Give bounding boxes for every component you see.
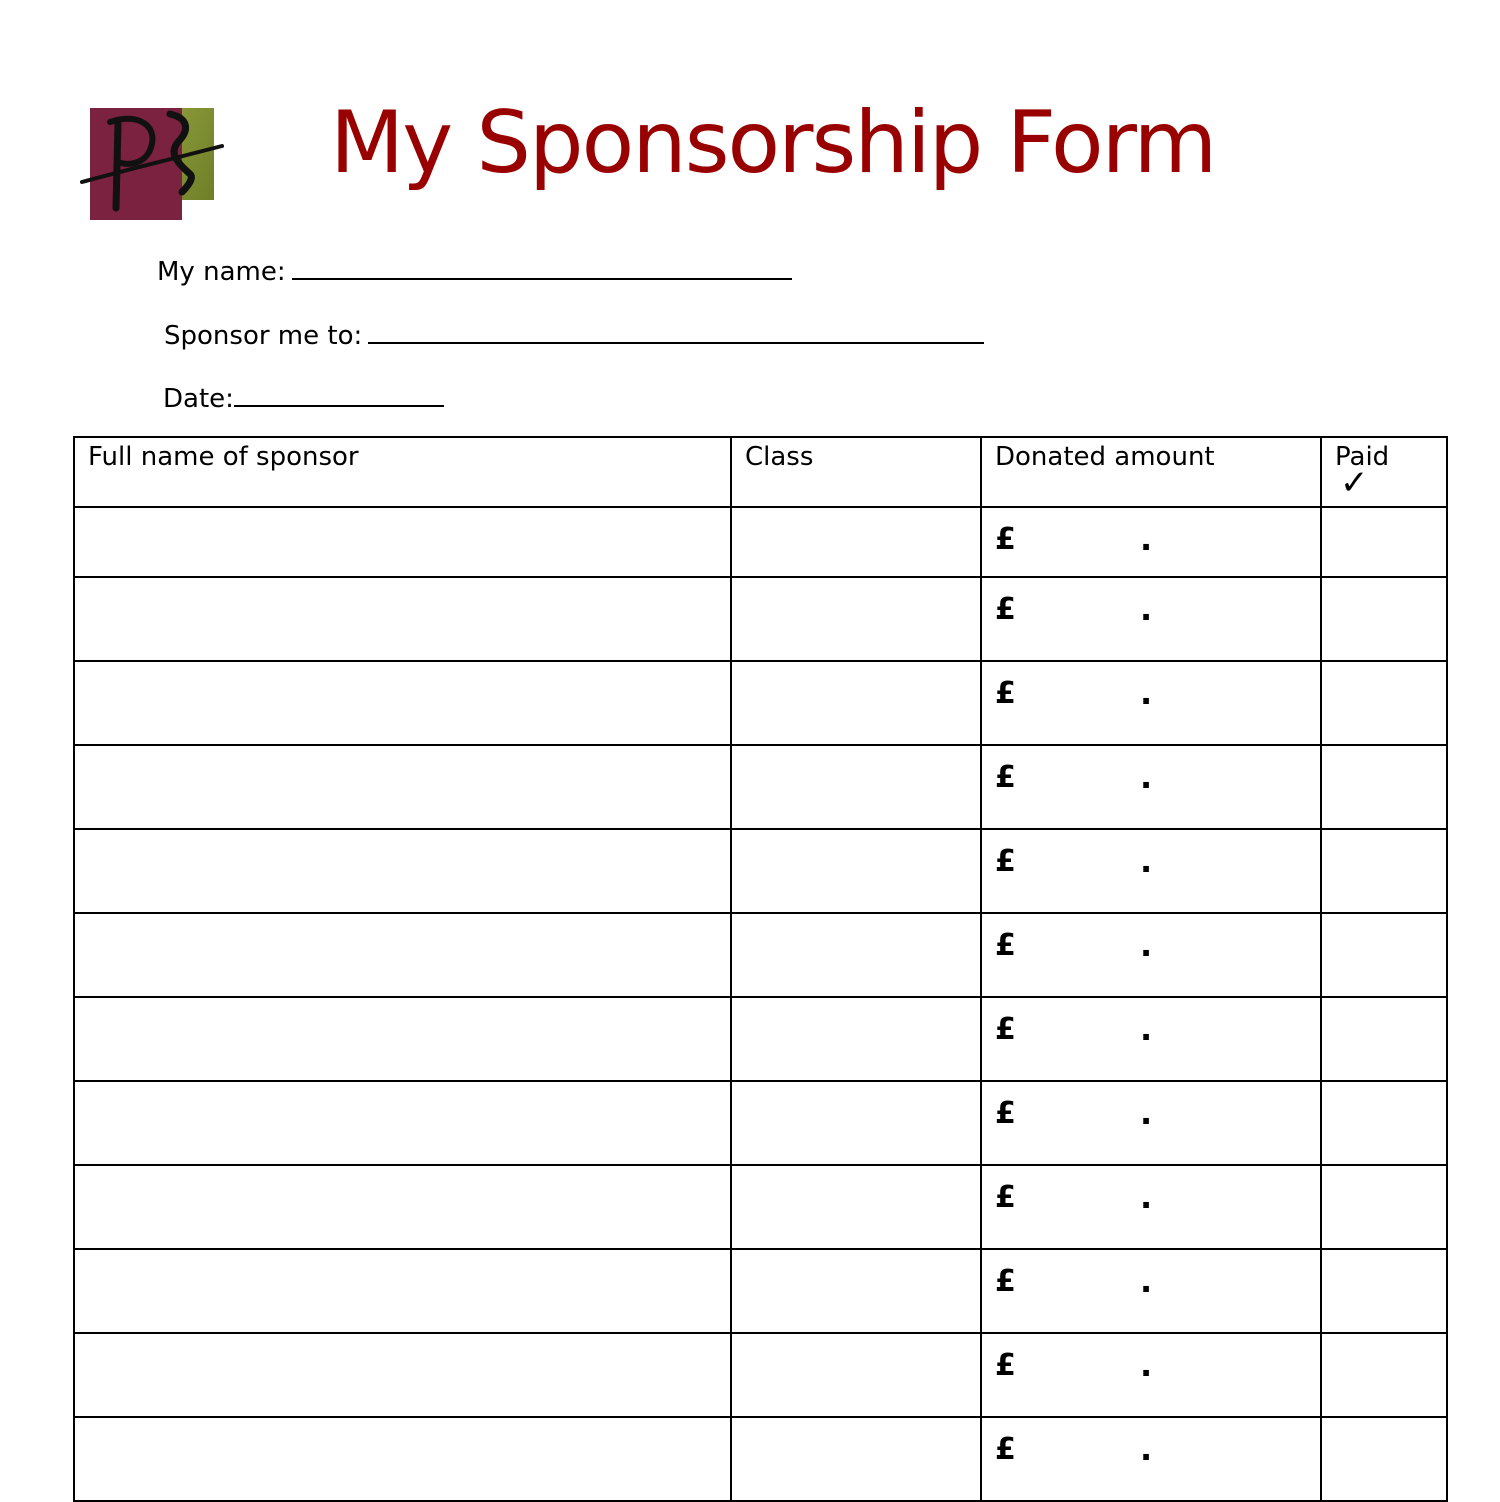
pound-sign: £ bbox=[995, 522, 1016, 557]
donated-amount-cell[interactable] bbox=[981, 1333, 1321, 1417]
decimal-point: . bbox=[1140, 590, 1153, 628]
date-label: Date: bbox=[163, 384, 234, 414]
header-donated-amount: Donated amount bbox=[981, 437, 1321, 507]
my-name-label: My name: bbox=[157, 257, 286, 287]
class-cell[interactable] bbox=[731, 1165, 981, 1249]
pound-sign: £ bbox=[995, 1180, 1016, 1215]
donated-amount-cell[interactable] bbox=[981, 577, 1321, 661]
paid-cell[interactable] bbox=[1321, 577, 1447, 661]
sponsor-name-cell[interactable] bbox=[74, 661, 731, 745]
header-paid: Paid ✓ bbox=[1321, 437, 1447, 507]
pound-sign: £ bbox=[995, 1432, 1016, 1467]
donated-amount-cell[interactable] bbox=[981, 1081, 1321, 1165]
my-name-line[interactable] bbox=[292, 256, 792, 280]
donated-amount-cell[interactable] bbox=[981, 661, 1321, 745]
decimal-point: . bbox=[1140, 520, 1153, 558]
class-cell[interactable] bbox=[731, 1081, 981, 1165]
decimal-point: . bbox=[1140, 1430, 1153, 1468]
table-row bbox=[74, 507, 1447, 577]
sponsor-me-to-field[interactable] bbox=[164, 320, 984, 349]
table-row bbox=[74, 1417, 1447, 1501]
table-row bbox=[74, 829, 1447, 913]
donated-amount-cell[interactable] bbox=[981, 997, 1321, 1081]
paid-cell[interactable] bbox=[1321, 1081, 1447, 1165]
header-full-name: Full name of sponsor bbox=[74, 437, 731, 507]
class-cell[interactable] bbox=[731, 1249, 981, 1333]
decimal-point: . bbox=[1140, 926, 1153, 964]
class-cell[interactable] bbox=[731, 1333, 981, 1417]
donated-amount-cell[interactable] bbox=[981, 1249, 1321, 1333]
paid-cell[interactable] bbox=[1321, 997, 1447, 1081]
checkmark-icon: ✓ bbox=[1340, 463, 1369, 503]
table-header-row bbox=[74, 437, 1447, 507]
decimal-point: . bbox=[1140, 1262, 1153, 1300]
pound-sign: £ bbox=[995, 676, 1016, 711]
pound-sign: £ bbox=[995, 1348, 1016, 1383]
sponsor-name-cell[interactable] bbox=[74, 1081, 731, 1165]
decimal-point: . bbox=[1140, 842, 1153, 880]
paid-cell[interactable] bbox=[1321, 745, 1447, 829]
pound-sign: £ bbox=[995, 592, 1016, 627]
donated-amount-cell[interactable] bbox=[981, 1165, 1321, 1249]
donated-amount-cell[interactable] bbox=[981, 913, 1321, 997]
sponsor-name-cell[interactable] bbox=[74, 829, 731, 913]
pound-sign: £ bbox=[995, 1264, 1016, 1299]
paid-cell[interactable] bbox=[1321, 507, 1447, 577]
paid-cell[interactable] bbox=[1321, 1249, 1447, 1333]
donated-amount-cell[interactable] bbox=[981, 507, 1321, 577]
sponsor-table bbox=[73, 436, 1448, 1502]
decimal-point: . bbox=[1140, 1178, 1153, 1216]
sponsor-name-cell[interactable] bbox=[74, 745, 731, 829]
table-row bbox=[74, 913, 1447, 997]
class-cell[interactable] bbox=[731, 661, 981, 745]
my-name-field[interactable] bbox=[157, 256, 792, 285]
class-cell[interactable] bbox=[731, 507, 981, 577]
pound-sign: £ bbox=[995, 928, 1016, 963]
sponsor-name-cell[interactable] bbox=[74, 577, 731, 661]
table-row bbox=[74, 1081, 1447, 1165]
table-row bbox=[74, 1333, 1447, 1417]
sponsor-name-cell[interactable] bbox=[74, 507, 731, 577]
paid-cell[interactable] bbox=[1321, 1333, 1447, 1417]
decimal-point: . bbox=[1140, 1094, 1153, 1132]
table-row bbox=[74, 745, 1447, 829]
sponsor-name-cell[interactable] bbox=[74, 1249, 731, 1333]
paid-cell[interactable] bbox=[1321, 661, 1447, 745]
sponsor-me-to-line[interactable] bbox=[368, 320, 984, 344]
donated-amount-cell[interactable] bbox=[981, 829, 1321, 913]
sponsor-name-cell[interactable] bbox=[74, 1417, 731, 1501]
paid-cell[interactable] bbox=[1321, 913, 1447, 997]
paid-cell[interactable] bbox=[1321, 1165, 1447, 1249]
table-row bbox=[74, 1249, 1447, 1333]
class-cell[interactable] bbox=[731, 997, 981, 1081]
pound-sign: £ bbox=[995, 1012, 1016, 1047]
table-row bbox=[74, 661, 1447, 745]
paid-cell[interactable] bbox=[1321, 1417, 1447, 1501]
donated-amount-cell[interactable] bbox=[981, 745, 1321, 829]
table-row bbox=[74, 997, 1447, 1081]
pr-logo-icon bbox=[78, 100, 226, 224]
sponsor-name-cell[interactable] bbox=[74, 997, 731, 1081]
form-title: My Sponsorship Form bbox=[330, 93, 1216, 193]
class-cell[interactable] bbox=[731, 745, 981, 829]
pound-sign: £ bbox=[995, 1096, 1016, 1131]
class-cell[interactable] bbox=[731, 913, 981, 997]
decimal-point: . bbox=[1140, 758, 1153, 796]
date-line[interactable] bbox=[234, 383, 444, 407]
decimal-point: . bbox=[1140, 1346, 1153, 1384]
sponsor-name-cell[interactable] bbox=[74, 1333, 731, 1417]
sponsor-name-cell[interactable] bbox=[74, 1165, 731, 1249]
decimal-point: . bbox=[1140, 674, 1153, 712]
date-field[interactable] bbox=[163, 383, 444, 412]
class-cell[interactable] bbox=[731, 829, 981, 913]
class-cell[interactable] bbox=[731, 577, 981, 661]
donated-amount-cell[interactable] bbox=[981, 1417, 1321, 1501]
sponsor-me-to-label: Sponsor me to: bbox=[164, 321, 363, 351]
pound-sign: £ bbox=[995, 844, 1016, 879]
paid-cell[interactable] bbox=[1321, 829, 1447, 913]
header-class: Class bbox=[731, 437, 981, 507]
table-row bbox=[74, 577, 1447, 661]
sponsor-name-cell[interactable] bbox=[74, 913, 731, 997]
class-cell[interactable] bbox=[731, 1417, 981, 1501]
table-row bbox=[74, 1165, 1447, 1249]
decimal-point: . bbox=[1140, 1010, 1153, 1048]
pound-sign: £ bbox=[995, 760, 1016, 795]
